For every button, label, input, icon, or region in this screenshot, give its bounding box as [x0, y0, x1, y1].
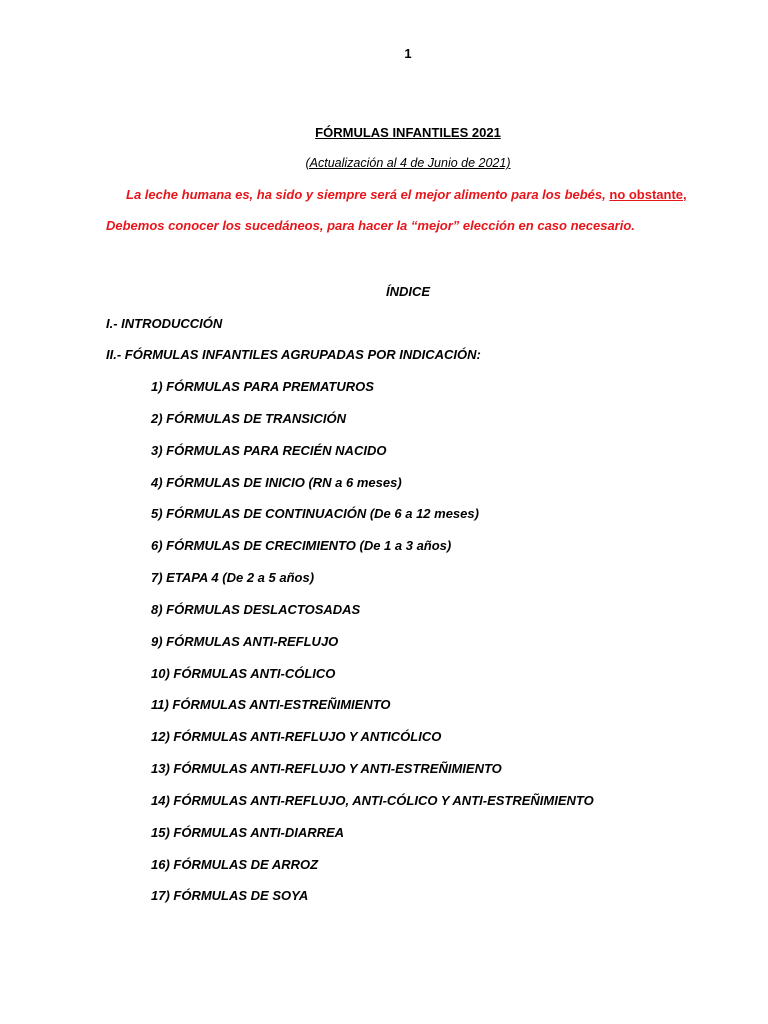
index-item: 17) FÓRMULAS DE SOYA	[151, 888, 309, 903]
index-item: 12) FÓRMULAS ANTI-REFLUJO Y ANTICÓLICO	[151, 729, 442, 744]
index-item: 13) FÓRMULAS ANTI-REFLUJO Y ANTI-ESTREÑIMIENTO	[151, 761, 502, 776]
index-item: 7) ETAPA 4 (De 2 a 5 años)	[151, 570, 315, 585]
document-subtitle: (Actualización al 4 de Junio de 2021)	[305, 156, 511, 170]
index-item: 9) FÓRMULAS ANTI-REFLUJO	[151, 634, 339, 649]
index-item: 1) FÓRMULAS PARA PREMATUROS	[151, 379, 374, 394]
index-item: 5) FÓRMULAS DE CONTINUACIÓN (De 6 a 12 meses)	[151, 506, 479, 521]
index-item: 8) FÓRMULAS DESLACTOSADAS	[151, 602, 361, 617]
index-item: 10) FÓRMULAS ANTI-CÓLICO	[151, 666, 336, 681]
index-item: 14) FÓRMULAS ANTI-REFLUJO, ANTI-CÓLICO Y ANTI-ESTREÑIMIENTO	[151, 793, 594, 808]
index-item: 2) FÓRMULAS DE TRANSICIÓN	[151, 411, 346, 426]
notice-line-1	[126, 187, 687, 202]
notice-line-1-underlined: no obstante,	[609, 187, 687, 202]
index-item: 15) FÓRMULAS ANTI-DIARREA	[151, 825, 345, 840]
page-number: 1	[404, 46, 412, 61]
document-title: FÓRMULAS INFANTILES 2021	[315, 125, 501, 140]
index-section-formulas: II.- FÓRMULAS INFANTILES AGRUPADAS POR INDICACIÓN:	[106, 347, 481, 362]
index-item: 3) FÓRMULAS PARA RECIÉN NACIDO	[151, 443, 387, 458]
index-item: 16) FÓRMULAS DE ARROZ	[151, 857, 319, 872]
notice-line-2: Debemos conocer los sucedáneos, para hacer la “mejor” elección en caso necesario.	[106, 218, 635, 233]
notice-line-1-text: La leche humana es, ha sido y siempre será el mejor alimento para los bebés,	[126, 187, 610, 202]
index-section-introduction: I.- INTRODUCCIÓN	[106, 316, 223, 331]
index-item: 4) FÓRMULAS DE INICIO (RN a 6 meses)	[151, 475, 402, 490]
index-item: 6) FÓRMULAS DE CRECIMIENTO (De 1 a 3 años)	[151, 538, 452, 553]
index-item: 11) FÓRMULAS ANTI-ESTREÑIMIENTO	[151, 697, 391, 712]
index-title: ÍNDICE	[385, 284, 431, 299]
